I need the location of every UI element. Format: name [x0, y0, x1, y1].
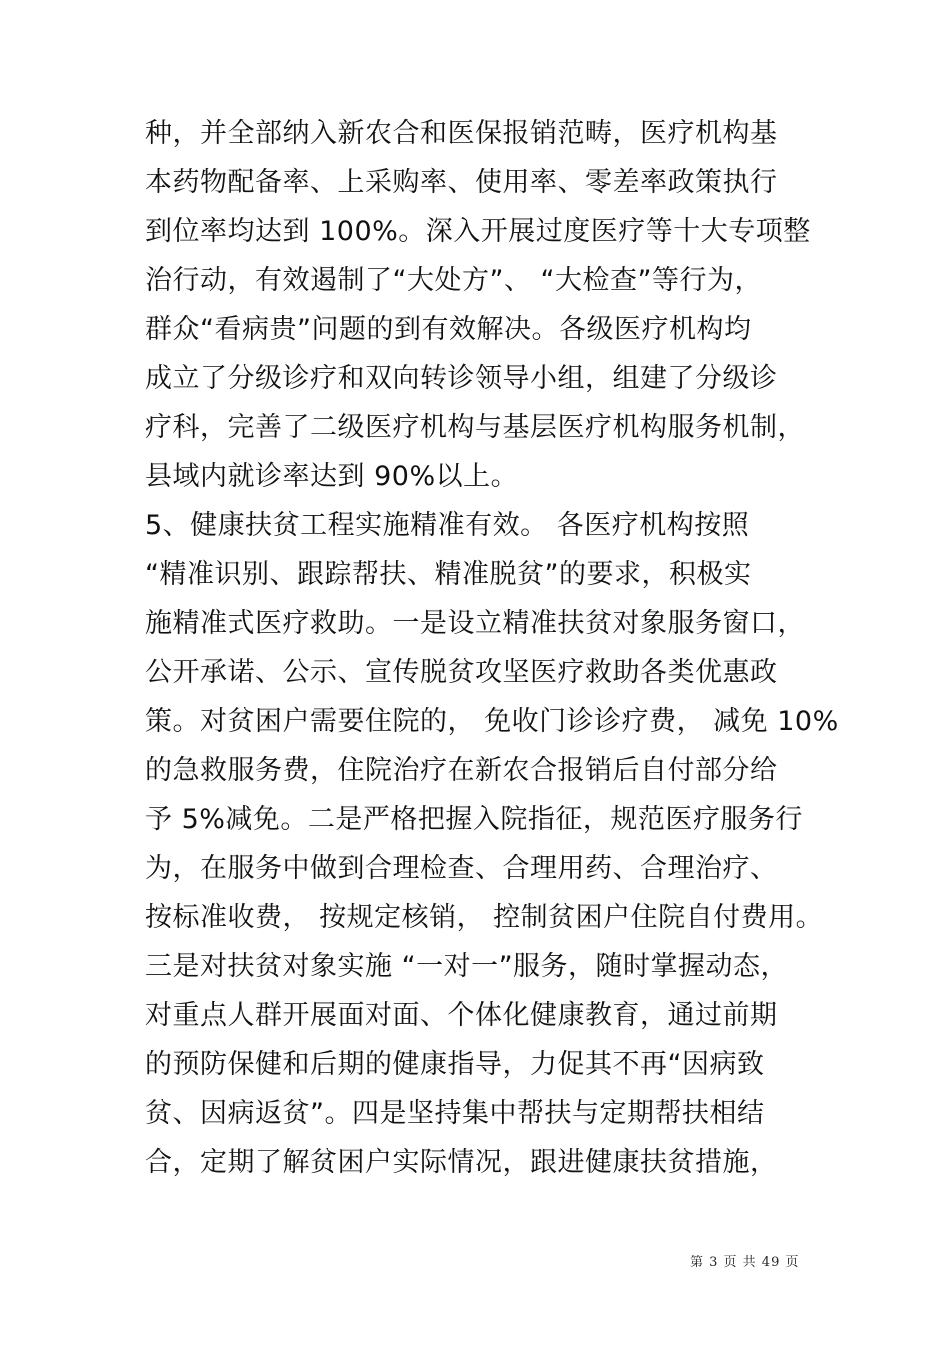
text-line: 治行动，有效遏制了“大处方”、 “大检查”等行为， — [145, 265, 763, 296]
text-line: 成立了分级诊疗和双向转诊领导小组，组建了分级诊 — [145, 363, 778, 394]
text-line: 种，并全部纳入新农合和医保报销范畴，医疗机构基 — [145, 118, 778, 149]
text-line: 群众“看病贵”问题的到有效解决。各级医疗机构均 — [145, 314, 752, 345]
text-line: 贫、因病返贫”。四是坚持集中帮扶与定期帮扶相结 — [145, 1098, 765, 1129]
text-line: 疗科，完善了二级医疗机构与基层医疗机构服务机制， — [145, 412, 805, 443]
text-line: 县域内就诊率达到 90%以上。 — [145, 461, 519, 492]
text-line: 施精准式医疗救助。一是设立精准扶贫对象服务窗口， — [145, 608, 805, 639]
text-line: 策。对贫困户需要住院的， 免收门诊诊疗费， 减免 10% — [145, 706, 839, 737]
text-line: 到位率均达到 100%。深入开展过度医疗等十大专项整 — [145, 216, 811, 247]
text-line: 为，在服务中做到合理检查、合理用药、合理治疗、 — [145, 853, 778, 884]
text-line: 本药物配备率、上采购率、使用率、零差率政策执行 — [145, 167, 778, 198]
text-line: 的预防保健和后期的健康指导，力促其不再“因病致 — [145, 1049, 765, 1080]
text-line: 合，定期了解贫困户实际情况，跟进健康扶贫措施， — [145, 1147, 778, 1178]
text-line: “精准识别、跟踪帮扶、精准脱贫”的要求，积极实 — [145, 559, 752, 590]
text-line: 予 5%减免。二是严格把握入院指征，规范医疗服务行 — [145, 804, 803, 835]
text-line: 对重点人群开展面对面、个体化健康教育，通过前期 — [145, 1000, 778, 1031]
text-line: 三是对扶贫对象实施 “一对一”服务，随时掌握动态， — [145, 951, 789, 982]
section-heading-line: 5、健康扶贫工程实施精准有效。 各医疗机构按照 — [145, 510, 750, 541]
text-line: 按标准收费， 按规定核销， 控制贫困户住院自付费用。 — [145, 902, 824, 933]
text-line: 的急救服务费，住院治疗在新农合报销后自付部分给 — [145, 755, 778, 786]
text-line: 公开承诺、公示、宣传脱贫攻坚医疗救助各类优惠政 — [145, 657, 778, 688]
page-number-footer: 第 3 页 共 49 页 — [690, 1255, 800, 1270]
